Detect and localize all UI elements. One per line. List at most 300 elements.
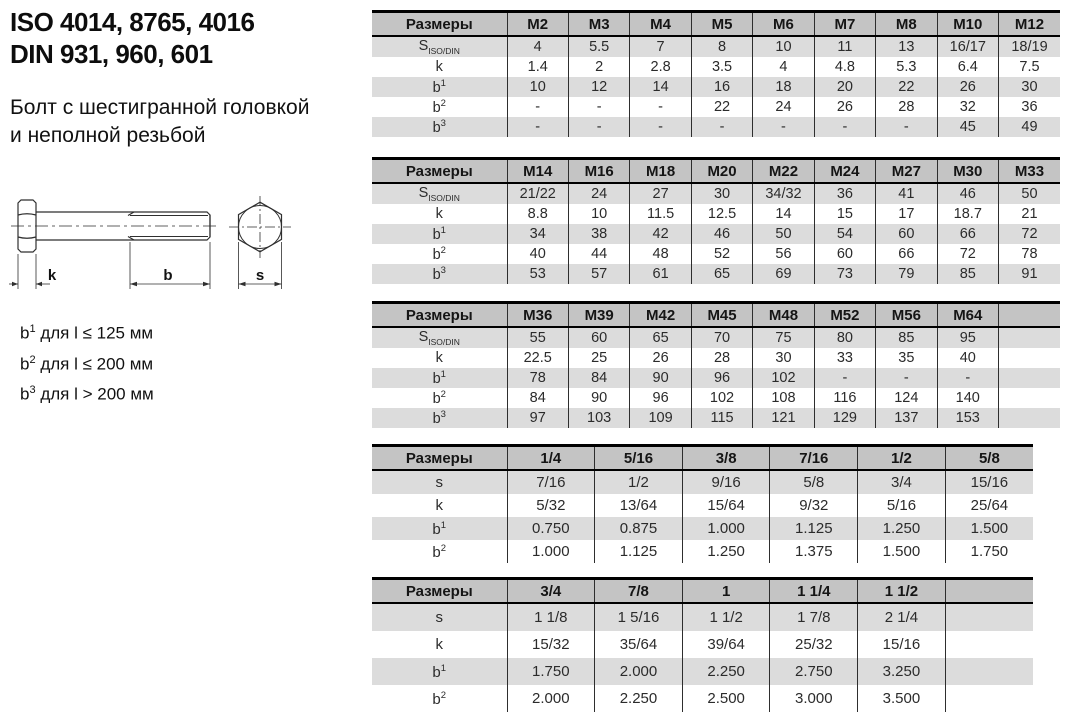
dimension-value-cell: 9/16 (682, 470, 770, 494)
dim-label-s: s (255, 267, 265, 284)
size-column-header: M48 (753, 303, 814, 328)
row-label-cell: $b^1$ (432, 662, 447, 681)
table-row (372, 244, 1060, 264)
dimension-value-cell: 60 (814, 244, 875, 264)
dimension-value-cell: 14 (630, 77, 691, 97)
dimension-value-cell: 4 (753, 57, 814, 77)
table-row (372, 603, 1033, 631)
dimension-value-cell: 1 1/8 (507, 603, 595, 631)
dimension-value-cell: 1.4 (507, 57, 568, 77)
dimension-value-cell: 0.875 (595, 517, 683, 540)
size-column-header: 7/16 (770, 446, 858, 471)
dimension-value-cell: 90 (630, 368, 691, 388)
size-column-header: M18 (630, 159, 691, 184)
dimension-value-cell: 25 (568, 348, 629, 368)
dimension-value-cell (999, 327, 1061, 348)
dimension-value-cell: 45 (937, 117, 998, 137)
dimension-value-cell: 96 (630, 388, 691, 408)
dimension-value-cell (945, 603, 1033, 631)
dimension-value-cell: 38 (568, 224, 629, 244)
dimension-value-cell: 2.500 (682, 685, 770, 712)
dimension-value-cell: 2.750 (770, 658, 858, 685)
dimension-value-cell (945, 685, 1033, 712)
size-column-header: 3/8 (682, 446, 770, 471)
dimension-value-cell: 36 (999, 97, 1061, 117)
dimension-value-cell: 27 (630, 183, 691, 204)
dimension-value-cell: 5/16 (858, 494, 946, 517)
size-column-header: M42 (630, 303, 691, 328)
metric-table-m2-m12 (372, 10, 1060, 137)
size-column-header: M24 (814, 159, 875, 184)
size-column-header: M39 (568, 303, 629, 328)
size-column-header: M6 (753, 12, 814, 37)
dimension-value-cell: 140 (937, 388, 998, 408)
dim-label-b: b (163, 267, 173, 284)
dimension-value-cell: 2.8 (630, 57, 691, 77)
size-column-header: M27 (876, 159, 937, 184)
dimension-value-cell: 34/32 (753, 183, 814, 204)
dimension-value-cell: 11 (814, 36, 875, 57)
size-column-header: M30 (937, 159, 998, 184)
table-row (372, 224, 1060, 244)
row-label-cell: $b^3$ (432, 118, 446, 136)
dimension-value-cell: 54 (814, 224, 875, 244)
table-row (372, 327, 1060, 348)
dimension-value-cell: 85 (876, 327, 937, 348)
dimension-value-cell: 124 (876, 388, 937, 408)
dimension-value-cell: 96 (691, 368, 752, 388)
dimension-value-cell: 1.000 (507, 540, 595, 563)
dimension-value-cell: 46 (937, 183, 998, 204)
dimension-value-cell: 1.750 (507, 658, 595, 685)
dimension-value-cell: 17 (876, 204, 937, 224)
dimension-value-cell: - (507, 97, 568, 117)
table-row (372, 494, 1033, 517)
dimension-value-cell: 97 (507, 408, 568, 428)
row-label-cell: $b^1$ (432, 519, 447, 538)
dimension-value-cell: 42 (630, 224, 691, 244)
dimension-value-cell: 2.250 (595, 685, 683, 712)
dimension-value-cell: 22.5 (507, 348, 568, 368)
size-column-header: M4 (630, 12, 691, 37)
row-label-cell: $b^1$ (432, 78, 446, 96)
dimension-value-cell: 1.250 (682, 540, 770, 563)
length-notes (20, 316, 154, 408)
table-row (372, 408, 1060, 428)
dimension-value-cell: 44 (568, 244, 629, 264)
dimension-value-cell: 18.7 (937, 204, 998, 224)
dimension-value-cell: 46 (691, 224, 752, 244)
dimension-value-cell: 3.500 (858, 685, 946, 712)
dimension-value-cell: 41 (876, 183, 937, 204)
dimension-value-cell: 1.375 (770, 540, 858, 563)
header-label-cell: Размеры (372, 579, 507, 604)
row-label-cell: $b^2$ (432, 389, 446, 407)
table-row (372, 57, 1060, 77)
dimension-value-cell: 75 (753, 327, 814, 348)
dimension-value-cell (999, 348, 1061, 368)
row-label-cell: k (435, 206, 443, 222)
dimension-table (372, 577, 1033, 712)
dimension-value-cell: 15/64 (682, 494, 770, 517)
size-column-header (945, 579, 1033, 604)
dimension-value-cell: 24 (753, 97, 814, 117)
dimension-value-cell: 40 (507, 244, 568, 264)
size-column-header: 7/8 (595, 579, 683, 604)
dimension-value-cell: 5/32 (507, 494, 595, 517)
dimension-value-cell: 1.000 (682, 517, 770, 540)
size-column-header: 1 1/2 (858, 579, 946, 604)
dimension-value-cell: 35/64 (595, 631, 683, 658)
table-row (372, 183, 1060, 204)
size-column-header: M20 (691, 159, 752, 184)
size-column-header: M14 (507, 159, 568, 184)
size-column-header: M36 (507, 303, 568, 328)
imperial-table-3-4-to-1-1-2 (372, 577, 1033, 712)
table-row (372, 77, 1060, 97)
dimension-value-cell: - (876, 368, 937, 388)
table-header-row (372, 446, 1033, 471)
dimension-value-cell: 1.125 (595, 540, 683, 563)
dimension-value-cell: 5.3 (876, 57, 937, 77)
dimension-value-cell: 32 (937, 97, 998, 117)
dimension-value-cell: 25/32 (770, 631, 858, 658)
header-label-cell: Размеры (372, 12, 507, 37)
dimension-value-cell: 18/19 (999, 36, 1061, 57)
dimension-value-cell: 121 (753, 408, 814, 428)
dimension-value-cell: 73 (814, 264, 875, 284)
dimension-value-cell: 56 (753, 244, 814, 264)
table-row (372, 470, 1033, 494)
dimension-value-cell: 108 (753, 388, 814, 408)
dimension-value-cell: 40 (937, 348, 998, 368)
table-header-row (372, 12, 1060, 37)
row-label-cell: $b^3$ (432, 265, 446, 283)
size-column-header: M56 (876, 303, 937, 328)
size-column-header: 5/8 (945, 446, 1033, 471)
dimension-value-cell: 12 (568, 77, 629, 97)
dimension-value-cell: 9/32 (770, 494, 858, 517)
metric-table-m36-m64 (372, 301, 1060, 428)
dimension-value-cell: 8 (691, 36, 752, 57)
row-label-cell: $b^1$ (432, 369, 446, 387)
row-label-cell: s (435, 609, 443, 626)
dimension-value-cell: 26 (937, 77, 998, 97)
dimension-value-cell: 153 (937, 408, 998, 428)
table-row (372, 368, 1060, 388)
dimension-value-cell: 25/64 (945, 494, 1033, 517)
dimension-value-cell: 50 (999, 183, 1061, 204)
row-label-cell: $S_{ISO/DIN}$ (418, 38, 460, 56)
size-column-header: 5/16 (595, 446, 683, 471)
table-row (372, 388, 1060, 408)
dimension-value-cell: 20 (814, 77, 875, 97)
row-label-cell: k (435, 350, 443, 366)
dimension-value-cell: 85 (937, 264, 998, 284)
dimension-value-cell: 21/22 (507, 183, 568, 204)
dimension-value-cell: 13 (876, 36, 937, 57)
dimension-value-cell: 5.5 (568, 36, 629, 57)
note-b3: $b^3$ для l > 200 мм (20, 384, 154, 404)
dimension-value-cell: 4 (507, 36, 568, 57)
note-b1: $b^1$ для l ≤ 125 мм (20, 323, 154, 343)
table-header-row (372, 579, 1033, 604)
size-column-header: 1/4 (507, 446, 595, 471)
dimension-value-cell: - (753, 117, 814, 137)
dimension-value-cell: 52 (691, 244, 752, 264)
dimension-value-cell: 34 (507, 224, 568, 244)
dimension-value-cell: 1.500 (945, 517, 1033, 540)
dimension-value-cell: 5/8 (770, 470, 858, 494)
dimension-value-cell: 66 (876, 244, 937, 264)
size-column-header: 1 (682, 579, 770, 604)
title-iso: ISO 4014, 8765, 4016 (10, 7, 255, 37)
dimension-value-cell: 28 (691, 348, 752, 368)
imperial-table-quarter-to-5-8 (372, 444, 1033, 563)
subtitle-line-2: и неполной резьбой (10, 124, 206, 147)
dimension-value-cell: 1/2 (595, 470, 683, 494)
size-column-header: M45 (691, 303, 752, 328)
document-subtitle (10, 94, 309, 150)
dimension-value-cell: 26 (630, 348, 691, 368)
dimension-value-cell: 116 (814, 388, 875, 408)
dimension-value-cell: 3.250 (858, 658, 946, 685)
table-row (372, 348, 1060, 368)
dimension-value-cell: 72 (937, 244, 998, 264)
row-label-cell: k (435, 497, 443, 514)
title-din: DIN 931, 960, 601 (10, 39, 213, 69)
row-label-cell: $b^2$ (432, 542, 447, 561)
bolt-head-facet-bottom (18, 237, 36, 238)
size-column-header: M3 (568, 12, 629, 37)
dimension-value-cell: 115 (691, 408, 752, 428)
size-column-header: M16 (568, 159, 629, 184)
dimension-value-cell: 7/16 (507, 470, 595, 494)
table-row (372, 117, 1060, 137)
size-column-header: M33 (999, 159, 1061, 184)
dimension-value-cell: 49 (999, 117, 1061, 137)
size-column-header: M2 (507, 12, 568, 37)
document-title (10, 6, 254, 70)
dimension-value-cell: 6.4 (937, 57, 998, 77)
dimension-value-cell: 33 (814, 348, 875, 368)
dimension-value-cell: 3.000 (770, 685, 858, 712)
dimension-value-cell: 90 (568, 388, 629, 408)
dimension-value-cell: 24 (568, 183, 629, 204)
size-column-header: 1/2 (858, 446, 946, 471)
header-label-cell: Размеры (372, 446, 507, 471)
bolt-technical-drawing (8, 188, 308, 320)
dimension-value-cell: 72 (999, 224, 1061, 244)
table-header-row (372, 159, 1060, 184)
dimension-value-cell: 102 (691, 388, 752, 408)
row-label-cell: $b^3$ (432, 409, 446, 427)
dimension-value-cell (945, 658, 1033, 685)
dimension-value-cell: - (937, 368, 998, 388)
dimension-value-cell: 13/64 (595, 494, 683, 517)
dimension-value-cell: - (507, 117, 568, 137)
dimension-value-cell: 15/16 (945, 470, 1033, 494)
dimension-value-cell: 22 (876, 77, 937, 97)
dimension-value-cell: 2.250 (682, 658, 770, 685)
header-label-cell: Размеры (372, 303, 507, 328)
dimension-value-cell: 7.5 (999, 57, 1061, 77)
dimension-value-cell: 109 (630, 408, 691, 428)
dimension-value-cell: 137 (876, 408, 937, 428)
dimension-value-cell: 60 (876, 224, 937, 244)
dimension-value-cell: 102 (753, 368, 814, 388)
dimension-value-cell: 3/4 (858, 470, 946, 494)
dimension-value-cell: 0.750 (507, 517, 595, 540)
table-row (372, 97, 1060, 117)
dimension-value-cell: - (568, 97, 629, 117)
size-column-header: 3/4 (507, 579, 595, 604)
bolt-head-facet-top (18, 214, 36, 215)
dimension-value-cell: - (568, 117, 629, 137)
table-header-row (372, 303, 1060, 328)
dimension-value-cell: 30 (999, 77, 1061, 97)
dimension-value-cell: - (814, 117, 875, 137)
dimension-value-cell: 15 (814, 204, 875, 224)
table-row (372, 517, 1033, 540)
dimension-value-cell: 57 (568, 264, 629, 284)
dimension-value-cell: 35 (876, 348, 937, 368)
row-label-cell: $S_{ISO/DIN}$ (418, 185, 460, 203)
dimension-value-cell: - (691, 117, 752, 137)
size-column-header: M5 (691, 12, 752, 37)
dimension-value-cell: 30 (753, 348, 814, 368)
size-column-header: M12 (999, 12, 1061, 37)
dimension-value-cell: 2.000 (507, 685, 595, 712)
dimension-value-cell: 65 (630, 327, 691, 348)
dimension-value-cell: 60 (568, 327, 629, 348)
dimension-value-cell: 12.5 (691, 204, 752, 224)
dimension-table (372, 157, 1060, 284)
dimension-value-cell: 16 (691, 77, 752, 97)
dimension-value-cell: 16/17 (937, 36, 998, 57)
dimension-value-cell: 69 (753, 264, 814, 284)
table-row (372, 264, 1060, 284)
table-row (372, 685, 1033, 712)
row-label-cell: k (435, 59, 443, 75)
bolt-drawing-svg (8, 188, 308, 320)
dimension-value-cell: 66 (937, 224, 998, 244)
row-label-cell: $b^2$ (432, 98, 446, 116)
size-column-header: M8 (876, 12, 937, 37)
dimension-table (372, 444, 1033, 563)
dimension-value-cell: 1 1/2 (682, 603, 770, 631)
dimension-value-cell: 1 7/8 (770, 603, 858, 631)
dimension-table (372, 301, 1060, 428)
metric-table-m14-m33 (372, 157, 1060, 284)
dimension-value-cell: 91 (999, 264, 1061, 284)
dimension-value-cell: - (876, 117, 937, 137)
dimension-value-cell: 1.500 (858, 540, 946, 563)
row-label-cell: s (435, 474, 443, 491)
dimension-value-cell: 70 (691, 327, 752, 348)
dimension-value-cell: 84 (507, 388, 568, 408)
table-row (372, 204, 1060, 224)
dimension-value-cell: - (630, 97, 691, 117)
dimension-value-cell: 80 (814, 327, 875, 348)
dimension-value-cell: 65 (691, 264, 752, 284)
dimension-value-cell: 18 (753, 77, 814, 97)
dimension-value-cell: 79 (876, 264, 937, 284)
dimension-value-cell: 1 5/16 (595, 603, 683, 631)
dimension-value-cell: 8.8 (507, 204, 568, 224)
dimension-value-cell: 11.5 (630, 204, 691, 224)
dimension-value-cell: 30 (691, 183, 752, 204)
size-column-header: 1 1/4 (770, 579, 858, 604)
dimension-value-cell: 95 (937, 327, 998, 348)
size-column-header: M52 (814, 303, 875, 328)
size-column-header: M10 (937, 12, 998, 37)
dimension-value-cell: 22 (691, 97, 752, 117)
dimension-value-cell: 36 (814, 183, 875, 204)
note-b2: $b^2$ для l ≤ 200 мм (20, 353, 154, 374)
row-label-cell: $S_{ISO/DIN}$ (418, 329, 460, 347)
dimension-value-cell: 2 1/4 (858, 603, 946, 631)
table-row (372, 36, 1060, 57)
dimension-value-cell: 61 (630, 264, 691, 284)
row-label-cell: $b^1$ (432, 225, 446, 243)
dimension-value-cell: 1.250 (858, 517, 946, 540)
dimension-value-cell: 10 (568, 204, 629, 224)
table-row (372, 658, 1033, 685)
size-column-header (999, 303, 1061, 328)
dimension-value-cell: 129 (814, 408, 875, 428)
dimension-table (372, 10, 1060, 137)
dimension-value-cell (999, 368, 1061, 388)
dimension-value-cell: 15/32 (507, 631, 595, 658)
dimension-value-cell (999, 408, 1061, 428)
dimension-value-cell: 1.750 (945, 540, 1033, 563)
dimension-value-cell: 48 (630, 244, 691, 264)
dimension-value-cell: 78 (507, 368, 568, 388)
dimension-value-cell: 1.125 (770, 517, 858, 540)
dim-label-k: k (47, 267, 57, 284)
dimension-value-cell: 103 (568, 408, 629, 428)
dimension-value-cell (999, 388, 1061, 408)
dimension-value-cell: 26 (814, 97, 875, 117)
size-column-header: M64 (937, 303, 998, 328)
dimension-value-cell (945, 631, 1033, 658)
dimension-value-cell: 39/64 (682, 631, 770, 658)
dimension-value-cell: 15/16 (858, 631, 946, 658)
dimension-value-cell: 10 (753, 36, 814, 57)
dimension-value-cell: 21 (999, 204, 1061, 224)
header-label-cell: Размеры (372, 159, 507, 184)
dimension-value-cell: 28 (876, 97, 937, 117)
dimension-value-cell: 50 (753, 224, 814, 244)
dimension-value-cell: 14 (753, 204, 814, 224)
size-column-header: M7 (814, 12, 875, 37)
dimension-value-cell: - (630, 117, 691, 137)
dimension-value-cell: 2.000 (595, 658, 683, 685)
dimension-value-cell: 4.8 (814, 57, 875, 77)
dimension-value-cell: 53 (507, 264, 568, 284)
table-row (372, 540, 1033, 563)
dimension-value-cell: 55 (507, 327, 568, 348)
row-label-cell: $b^2$ (432, 689, 447, 708)
dimension-value-cell: 10 (507, 77, 568, 97)
dimension-value-cell: 84 (568, 368, 629, 388)
dimension-value-cell: 2 (568, 57, 629, 77)
dimension-value-cell: - (814, 368, 875, 388)
table-row (372, 631, 1033, 658)
row-label-cell: k (435, 636, 443, 653)
dimension-value-cell: 7 (630, 36, 691, 57)
